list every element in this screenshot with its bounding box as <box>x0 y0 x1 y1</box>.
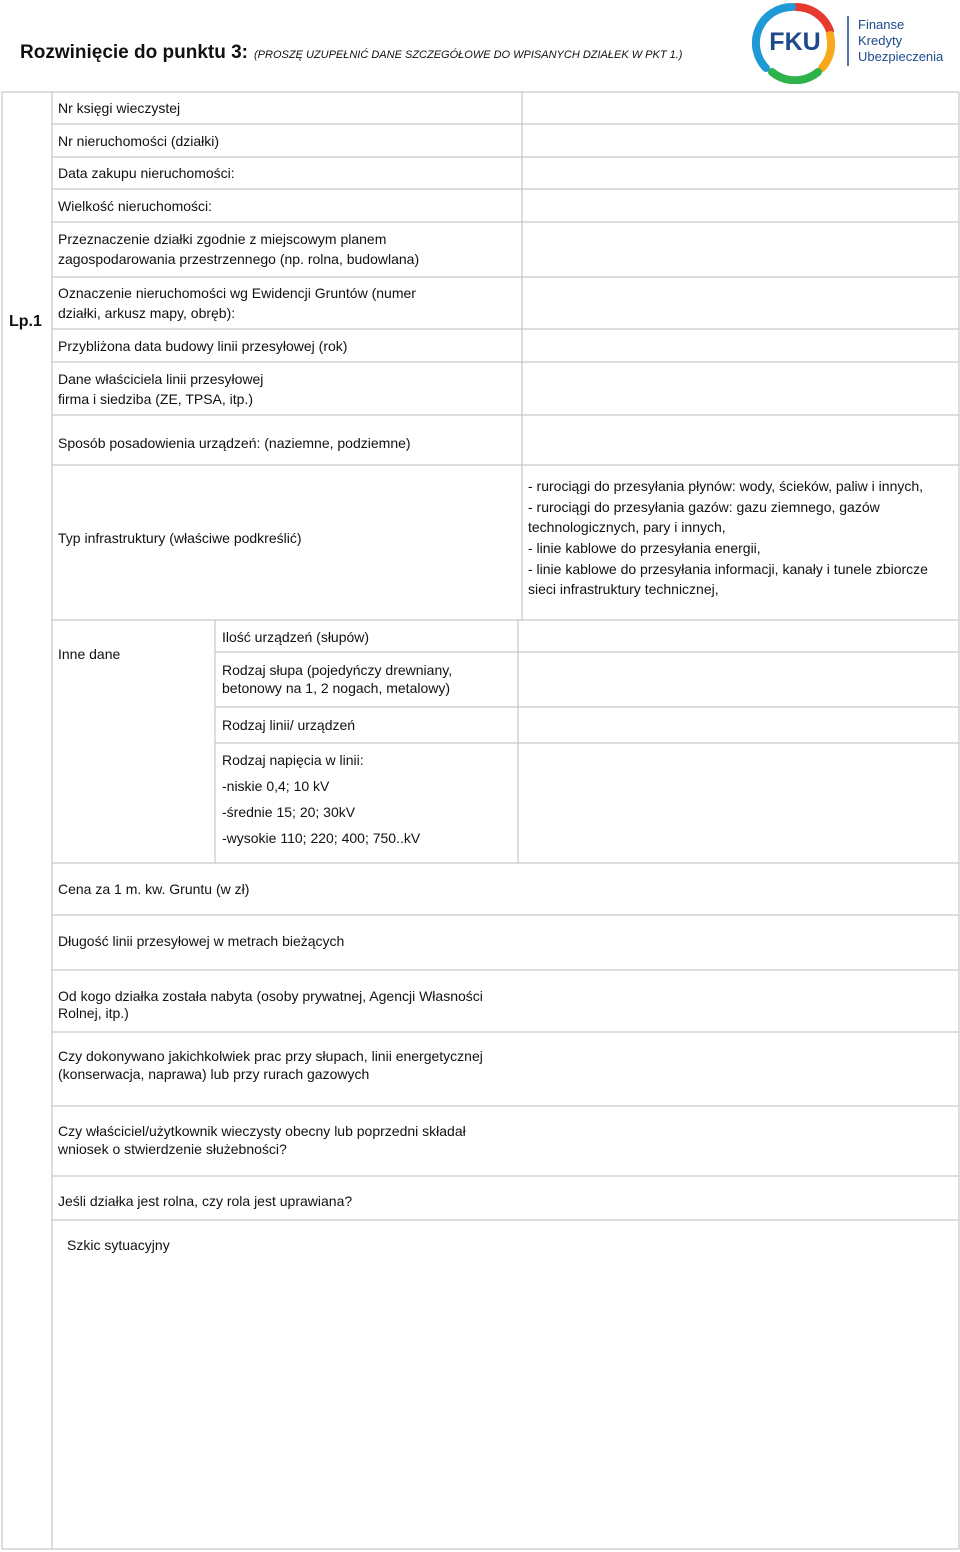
field-infrastructure-type-label: Typ infrastruktury (właściwe podkreślić) <box>58 530 302 546</box>
field-land-register-label: Nr księgi wieczystej <box>58 100 181 116</box>
field-easement-request-line2: wniosek o stwierdzenie służebności? <box>58 1141 287 1157</box>
field-agricultural-use-label: Jeśli działka jest rolna, czy rola jest uprawiana? <box>58 1193 353 1209</box>
field-property-size-label: Wielkość nieruchomości: <box>58 198 213 214</box>
infra-option-liquids[interactable]: - rurociągi do przesyłania płynów: wody, ścieków, paliw i innych, <box>528 478 924 494</box>
field-registry-designation-line2: działki, arkusz mapy, obręb): <box>58 305 236 321</box>
field-purpose-label-line2: zagospodarowania przestrzennego (np. rolna, budowlana) <box>58 251 420 267</box>
page-title-text: Rozwinięcie do punktu 3: <box>20 42 249 63</box>
logo-line-kredyty: Kredyty <box>858 33 903 48</box>
field-property-number-label: Nr nieruchomości (działki) <box>58 133 220 149</box>
logo-line-finanse: Finanse <box>858 17 905 32</box>
voltage-option-high: -wysokie 110; 220; 400; 750..kV <box>222 830 421 846</box>
infra-option-energy-cables[interactable]: - linie kablowe do przesyłania energii, <box>528 540 761 556</box>
field-pole-type-line1: Rodzaj słupa (pojedyńczy drewniany, <box>222 662 453 678</box>
logo-mark: FKU <box>769 28 821 56</box>
sketch-area-label: Szkic sytuacyjny <box>67 1237 170 1253</box>
field-purchase-date-label: Data zakupu nieruchomości: <box>58 165 235 181</box>
field-construction-year-label: Przybliżona data budowy linii przesyłowej (rok) <box>58 338 348 354</box>
field-works-done-line2: (konserwacja, naprawa) lub przy rurach gazowych <box>58 1066 370 1082</box>
field-acquired-from-line1: Od kogo działka została nabyta (osoby prywatnej, Agencji Własności <box>58 988 483 1004</box>
field-line-type-label: Rodzaj linii/ urządzeń <box>222 717 356 733</box>
field-voltage-label: Rodzaj napięcia w linii: <box>222 752 364 768</box>
row-number-label: Lp.1 <box>9 313 42 330</box>
infra-option-info-cables-line2[interactable]: sieci infrastruktury technicznej, <box>528 581 719 597</box>
voltage-option-low: -niskie 0,4; 10 kV <box>222 778 330 794</box>
field-line-owner-line1: Dane właściciela linii przesyłowej <box>58 371 264 387</box>
page-title-note: (PROSZĘ UZUPEŁNIĆ DANE SZCZEGÓŁOWE DO WPISANYCH DZIAŁEK W PKT 1.) <box>254 49 683 61</box>
field-price-per-sqm-label: Cena za 1 m. kw. Gruntu (w zł) <box>58 881 250 897</box>
field-registry-designation-line1: Oznaczenie nieruchomości wg Ewidencji Gruntów (numer <box>58 285 416 301</box>
logo-line-ubezpieczenia: Ubezpieczenia <box>858 49 944 64</box>
field-easement-request-line1: Czy właściciel/użytkownik wieczysty obecny lub poprzedni składał <box>58 1123 466 1139</box>
field-line-length-label: Długość linii przesyłowej w metrach bieżących <box>58 933 345 949</box>
infra-option-info-cables-line1[interactable]: - linie kablowe do przesyłania informacji, kanały i tunele zbiorcze <box>528 561 928 577</box>
field-purpose-label-line1: Przeznaczenie działki zgodnie z miejscowym planem <box>58 231 387 247</box>
field-works-done-line1: Czy dokonywano jakichkolwiek prac przy słupach, linii energetycznej <box>58 1048 483 1064</box>
field-installation-method-label: Sposób posadowienia urządzeń: (naziemne, podziemne) <box>58 435 411 451</box>
voltage-option-medium: -średnie 15; 20; 30kV <box>222 804 356 820</box>
field-line-owner-line2: firma i siedziba (ZE, TPSA, itp.) <box>58 391 254 407</box>
field-device-count-label: Ilość urządzeń (słupów) <box>222 629 370 645</box>
infra-option-gas-line1[interactable]: - rurociągi do przesyłania gazów: gazu ziemnego, gazów <box>528 499 880 515</box>
infra-option-gas-line2[interactable]: technologicznych, pary i innych, <box>528 519 726 535</box>
field-acquired-from-line2: Rolnej, itp.) <box>58 1005 129 1021</box>
other-data-label: Inne dane <box>58 646 121 662</box>
field-pole-type-line2: betonowy na 1, 2 nogach, metalowy) <box>222 680 451 696</box>
